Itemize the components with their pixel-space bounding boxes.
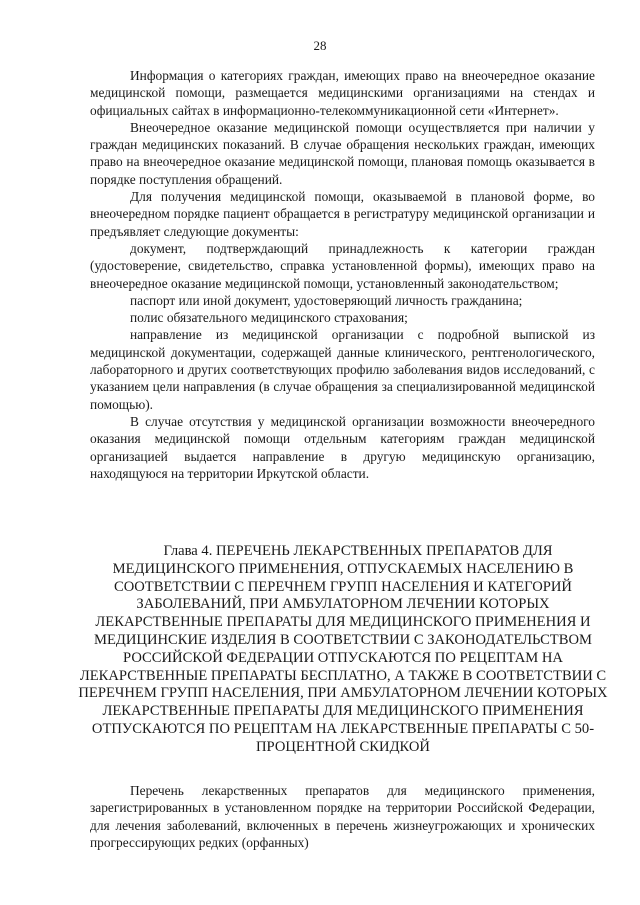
chapter-heading-first-line: Глава 4. ПЕРЕЧЕНЬ ЛЕКАРСТВЕННЫХ ПРЕПАРАТОВ ДЛЯ [163, 543, 553, 559]
paragraph-documents-intro: Для получения медицинской помощи, оказываемой в плановой форме, во внеочередном порядке пациент обращается в регистратуру медицинской организации и предъявляет следующие документы: [90, 189, 595, 239]
list-item-referral: направление из медицинской организации с подробной выпиской из медицинской документации, содержащей данные клинического, рентгенологического, лабораторного и других соответствующих профилю заболевания видов исследований, с указанием цели направления (в случае обращения за специализированной медицинской помощью). [90, 327, 595, 412]
top-text-block [90, 67, 595, 482]
chapter-heading [78, 543, 608, 757]
paragraph-other-organization: В случае отсутствия у медицинской организации возможности внеочередного оказания медицинской помощи отдельным категориям граждан медицинской организацией выдается направление в другую медицинскую организацию, находящуюся на территории Иркутской области. [90, 413, 595, 481]
paragraph-drug-list: Перечень лекарственных препаратов для медицинского применения, зарегистрированных в установленном порядке на территории Российской Федерации, для лечения заболеваний, включенных в перечень жизнеугрожающих и хронических прогрессирующих редких (орфанных) [90, 783, 595, 850]
paragraph-priority-care: Внеочередное оказание медицинской помощи осуществляется при наличии у граждан медицинских показаний. В случае обращения нескольких граждан, имеющих право на внеочередное оказание медицинской помощи, плановая помощь оказывается в порядке поступления обращений. [90, 119, 595, 187]
paragraph-info-placement: Информация о категориях граждан, имеющих право на внеочередное оказание медицинской помощи, размещается медицинскими организациями на стендах и официальных сайтах в информационно-телекоммуникационной сети «Интернет». [90, 68, 595, 118]
list-item-insurance-policy: полис обязательного медицинского страхования; [130, 310, 408, 326]
list-item-passport: паспорт или иной документ, удостоверяющий личность гражданина; [130, 292, 523, 308]
page-number: 28 [313, 38, 327, 53]
bottom-text-block [90, 782, 595, 851]
list-item-category-document: документ, подтверждающий принадлежность к категории граждан (удостоверение, свидетельство, справка установленной формы), имеющих право на внеочередное оказание медицинской помощи, установленный законодательством; [90, 240, 595, 291]
chapter-heading-rest: МЕДИЦИНСКОГО ПРИМЕНЕНИЯ, ОТПУСКАЕМЫХ НАСЕЛЕНИЮ В СООТВЕТСТВИИ С ПЕРЕЧНЕМ ГРУПП НАСЕЛЕНИЯ И КАТЕГОРИЙ ЗАБОЛЕВАНИЙ, ПРИ АМБУЛАТОРНОМ ЛЕЧЕНИИ КОТОРЫХ ЛЕКАРСТВЕННЫЕ ПРЕПАРАТЫ ДЛЯ МЕДИЦИНСКОГО ПРИМЕНЕНИЯ И МЕДИЦИНСКИЕ ИЗДЕЛИЯ В СООТВЕТСТВИИ С ЗАКОНОДАТЕЛЬСТВОМ РОССИЙСКОЙ ФЕДЕРАЦИИ ОТПУСКАЮТСЯ ПО РЕЦЕПТАМ НА ЛЕКАРСТВЕННЫЕ ПРЕПАРАТЫ БЕСПЛАТНО, А ТАКЖЕ В СООТВЕТСТВИИ С ПЕРЕЧНЕМ ГРУПП НАСЕЛЕНИЯ, ПРИ АМБУЛАТОРНОМ ЛЕЧЕНИИ КОТОРЫХ ЛЕКАРСТВЕННЫЕ ПРЕПАРАТЫ ДЛЯ МЕДИЦИНСКОГО ПРИМЕНЕНИЯ ОТПУСКАЮТСЯ ПО РЕЦЕПТАМ НА ЛЕКАРСТВЕННЫЕ ПРЕПАРАТЫ С 50-ПРОЦЕНТНОЙ СКИДКОЙ [78, 560, 608, 755]
